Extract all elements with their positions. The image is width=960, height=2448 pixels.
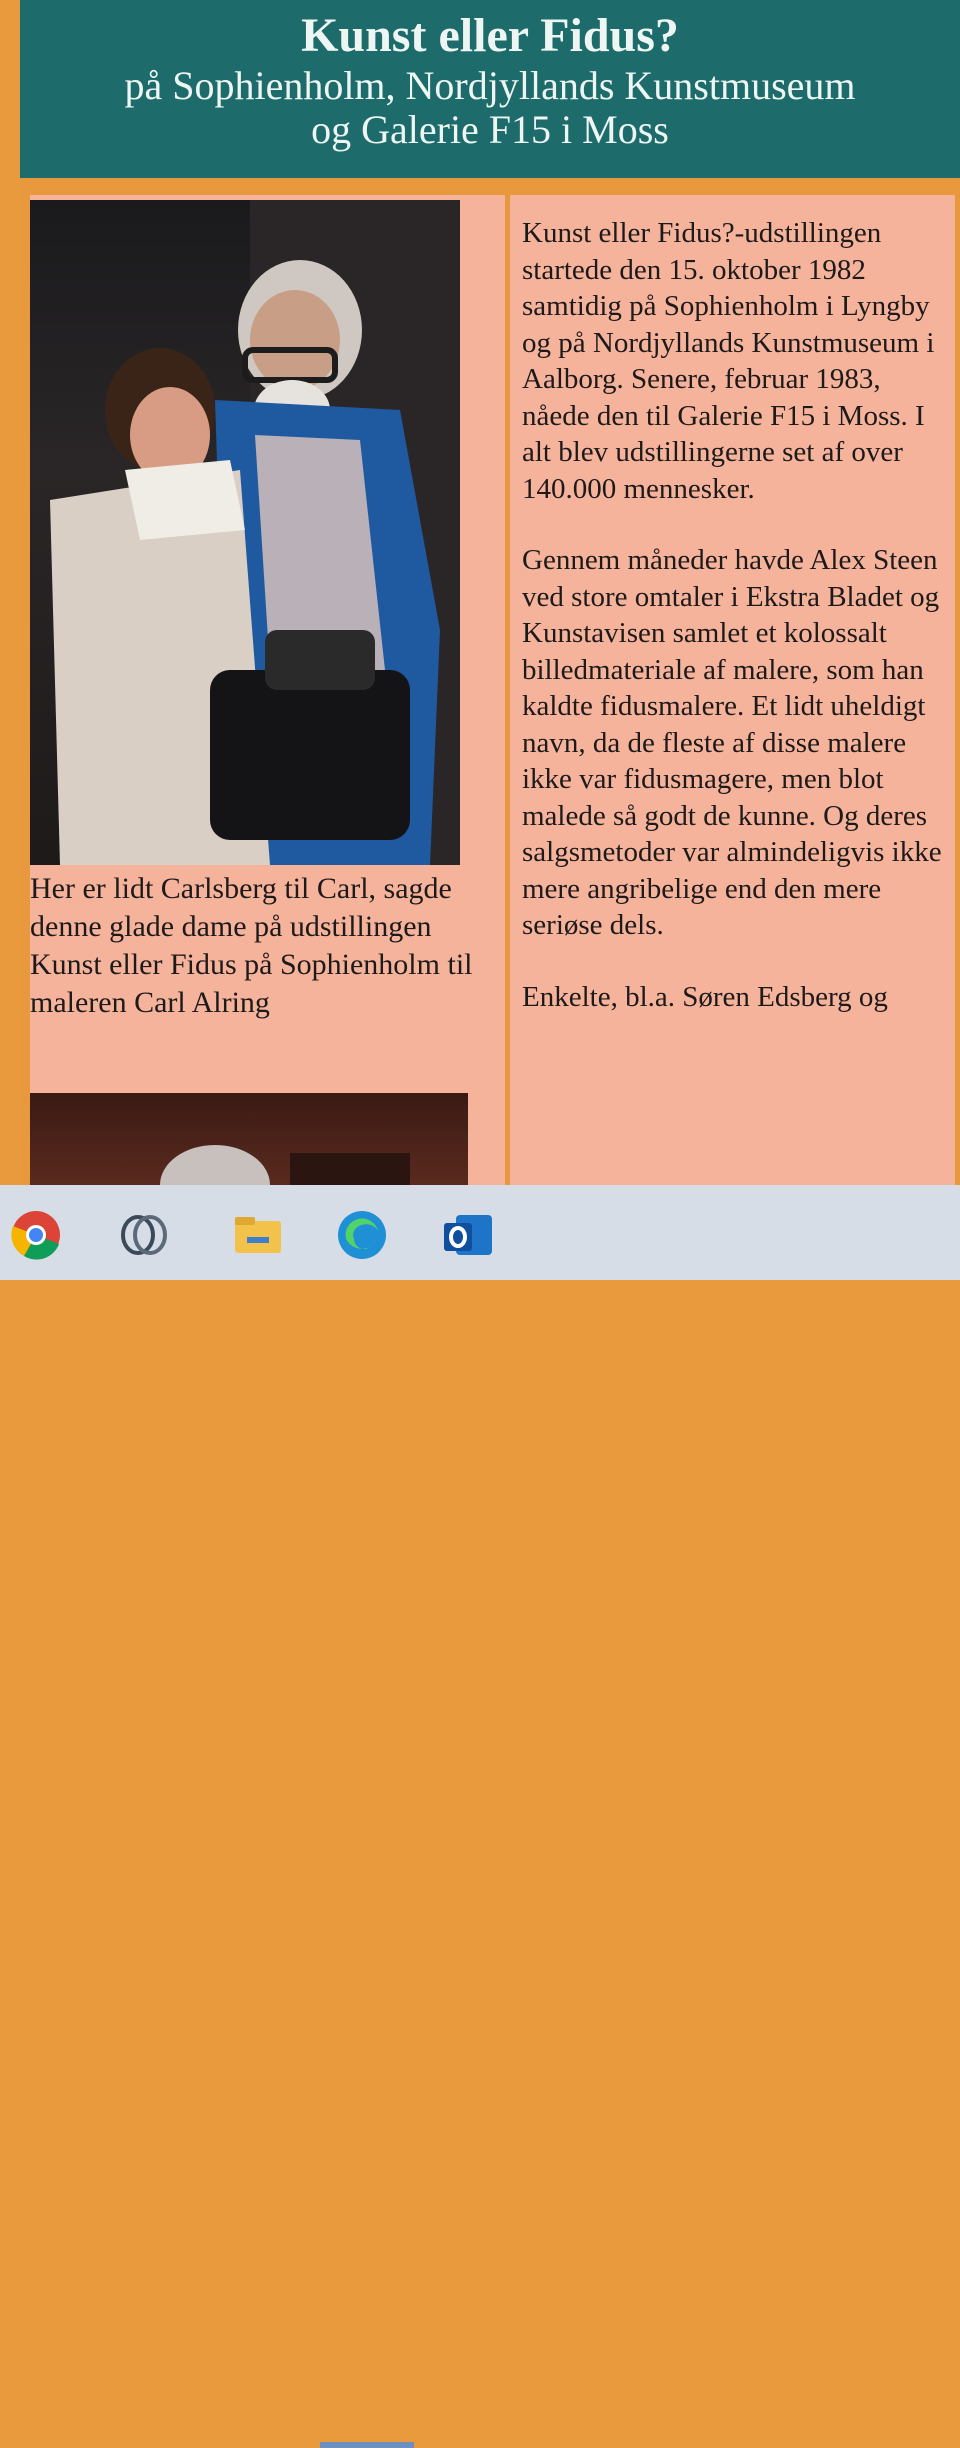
active-app-indicator — [320, 2442, 414, 2448]
page-subtitle-line2: og Galerie F15 i Moss — [311, 107, 669, 152]
paragraph-3: Enkelte, bl.a. Søren Edsberg og — [522, 980, 888, 1013]
page-subtitle-line1: på Sophienholm, Nordjyllands Kunstmuseum — [124, 63, 856, 108]
page — [20, 0, 960, 1185]
left-column — [30, 195, 505, 1185]
photo-second-illustration — [30, 1093, 468, 1185]
outlook-icon[interactable] — [442, 1209, 494, 1261]
file-explorer-icon[interactable] — [232, 1209, 284, 1261]
right-column — [510, 195, 955, 1185]
page-header — [20, 0, 960, 178]
paragraph-2: Gennem måneder havde Alex Steen ved store omtaler i Ekstra Bladet og Kunstavisen samlet et kolossalt billedmateriale af malere, som han kaldte fidusmalere. Et lidt uheldigt navn, da de fleste af disse malere ikke var fidusmagere, men blot malede så godt de kunne. Og deres salgsmetoder var almindeligvis ikke mere angribelige end den mere seriøse dels. — [522, 544, 942, 941]
paragraph-1: Kunst eller Fidus?-udstillingen startede den 15. oktober 1982 samtidig på Sophienholm i Lyngby og på Nordjyllands Kunstmuseum i Aalborg. Senere, februar 1983, nåede den til Galerie F15 i Moss. I alt blev udstillingerne set af over 140.000 mennesker. — [522, 217, 935, 505]
photo-second — [30, 1093, 468, 1185]
taskbar — [0, 1185, 960, 1280]
article-text — [522, 215, 952, 1050]
photo-caption: Her er lidt Carlsberg til Carl, sagde denne glade dame på udstillingen Kunst eller Fidus på Sophienholm til maleren Carl Alring — [30, 872, 473, 1019]
copilot-icon[interactable] — [118, 1209, 170, 1261]
photo-couple — [30, 200, 460, 865]
edge-icon[interactable] — [336, 1209, 388, 1261]
chrome-icon[interactable] — [10, 1209, 62, 1261]
photo-illustration — [30, 200, 460, 865]
page-title: Kunst eller Fidus? — [301, 9, 679, 62]
